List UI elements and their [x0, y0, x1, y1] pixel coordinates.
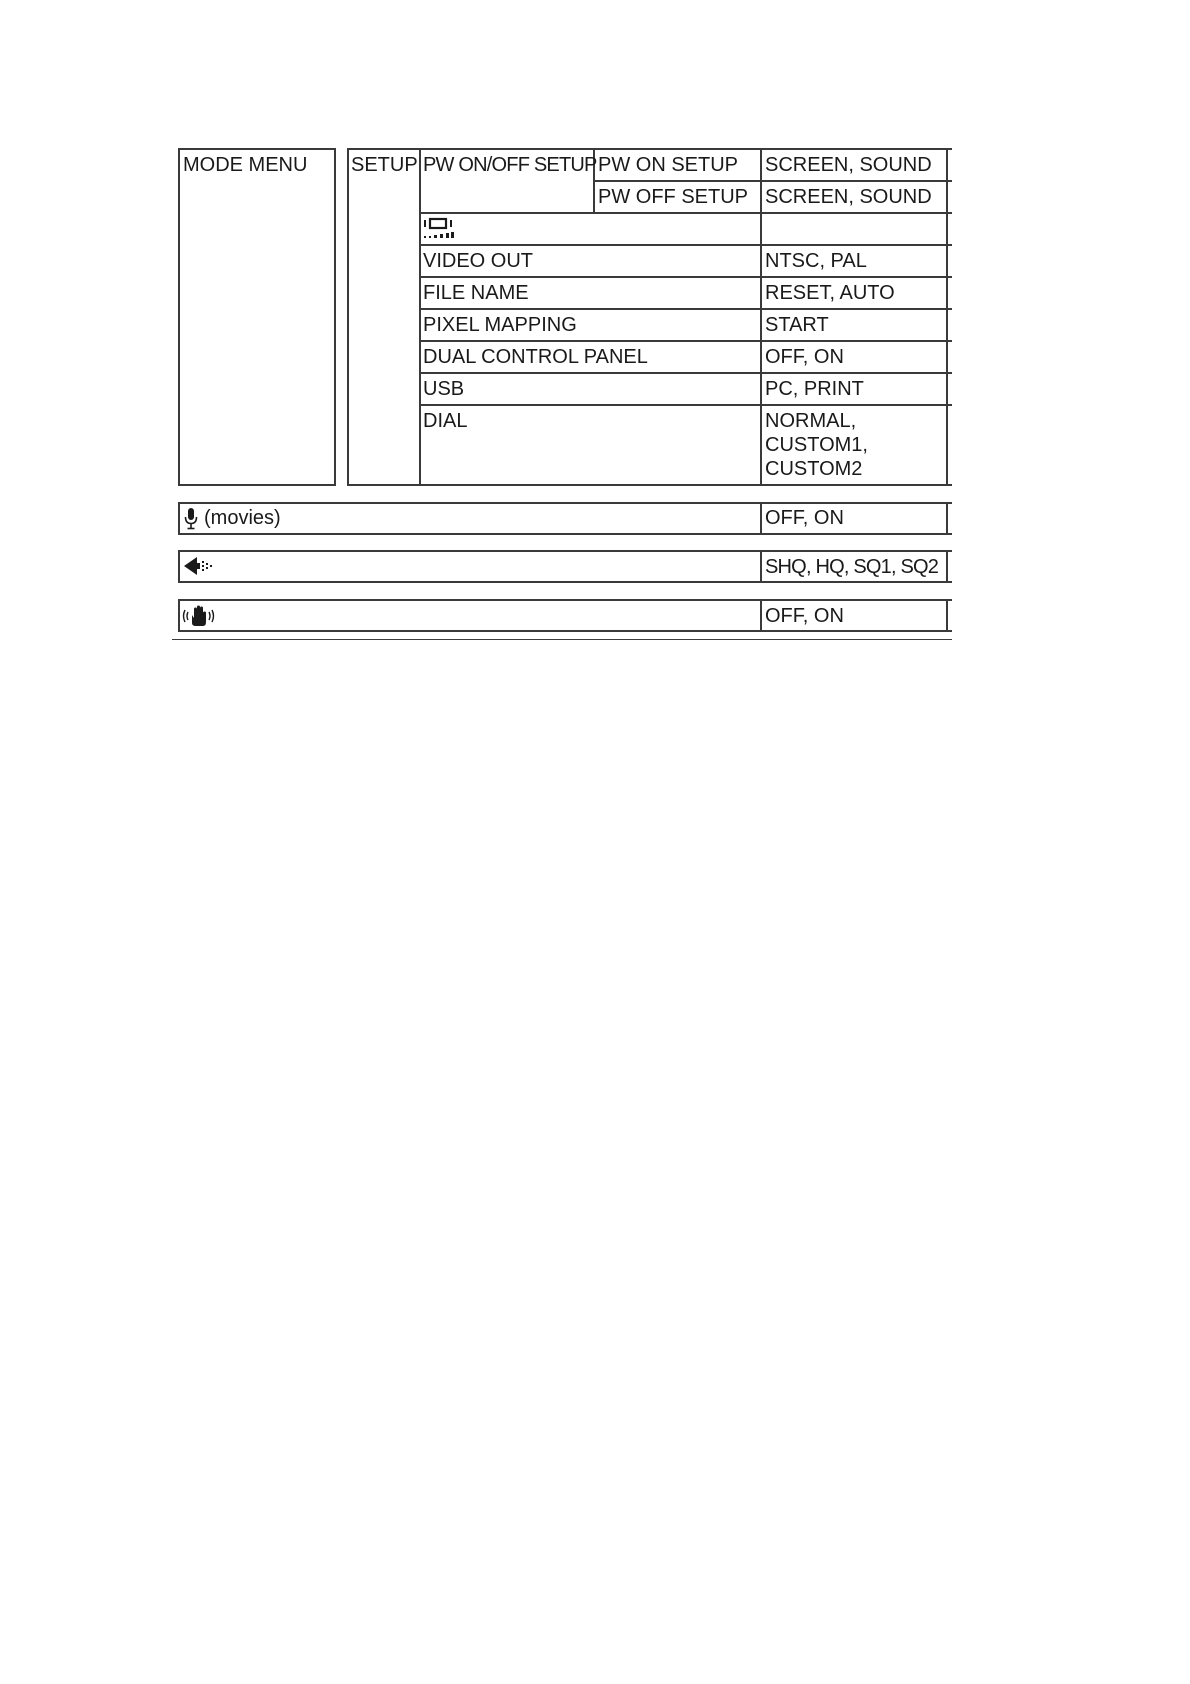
pixel-mapping-value: START — [765, 314, 829, 336]
mode-menu-label: MODE MENU — [183, 154, 308, 176]
usb-label: USB — [423, 378, 465, 400]
file-name-label: FILE NAME — [423, 282, 529, 304]
pw-on-setup-label: PW ON SETUP — [598, 154, 739, 176]
image-quality-value: SHQ, HQ, SQ1, SQ2 — [765, 556, 939, 578]
dual-control-panel-value: OFF, ON — [765, 346, 844, 368]
pw-off-setup-label: PW OFF SETUP — [598, 186, 748, 208]
dial-value-custom2: CUSTOM2 — [765, 458, 863, 480]
dial-value-normal: NORMAL, — [765, 410, 857, 432]
file-name-value: RESET, AUTO — [765, 282, 895, 304]
movies-sound-value: OFF, ON — [765, 507, 844, 529]
pw-off-setup-value: SCREEN, SOUND — [765, 186, 932, 208]
video-out-value: NTSC, PAL — [765, 250, 867, 272]
usb-value: PC, PRINT — [765, 378, 864, 400]
dial-values — [765, 409, 868, 481]
pixel-mapping-label: PIXEL MAPPING — [423, 314, 577, 336]
pw-onoff-setup-label: PW ON/OFF SETUP — [423, 154, 597, 176]
microphone-icon — [183, 507, 199, 531]
dual-control-panel-label: DUAL CONTROL PANEL — [423, 346, 648, 368]
dial-value-custom1: CUSTOM1, — [765, 434, 868, 456]
setup-label: SETUP — [351, 154, 418, 176]
video-out-label: VIDEO OUT — [423, 250, 534, 272]
image-stabilizer-value: OFF, ON — [765, 605, 844, 627]
dial-label: DIAL — [423, 410, 468, 432]
image-quality-icon — [183, 555, 217, 577]
movies-sound-label: (movies) — [204, 507, 281, 529]
pw-on-setup-value: SCREEN, SOUND — [765, 154, 932, 176]
monitor-brightness-icon — [423, 217, 459, 241]
image-stabilizer-icon — [181, 604, 217, 628]
